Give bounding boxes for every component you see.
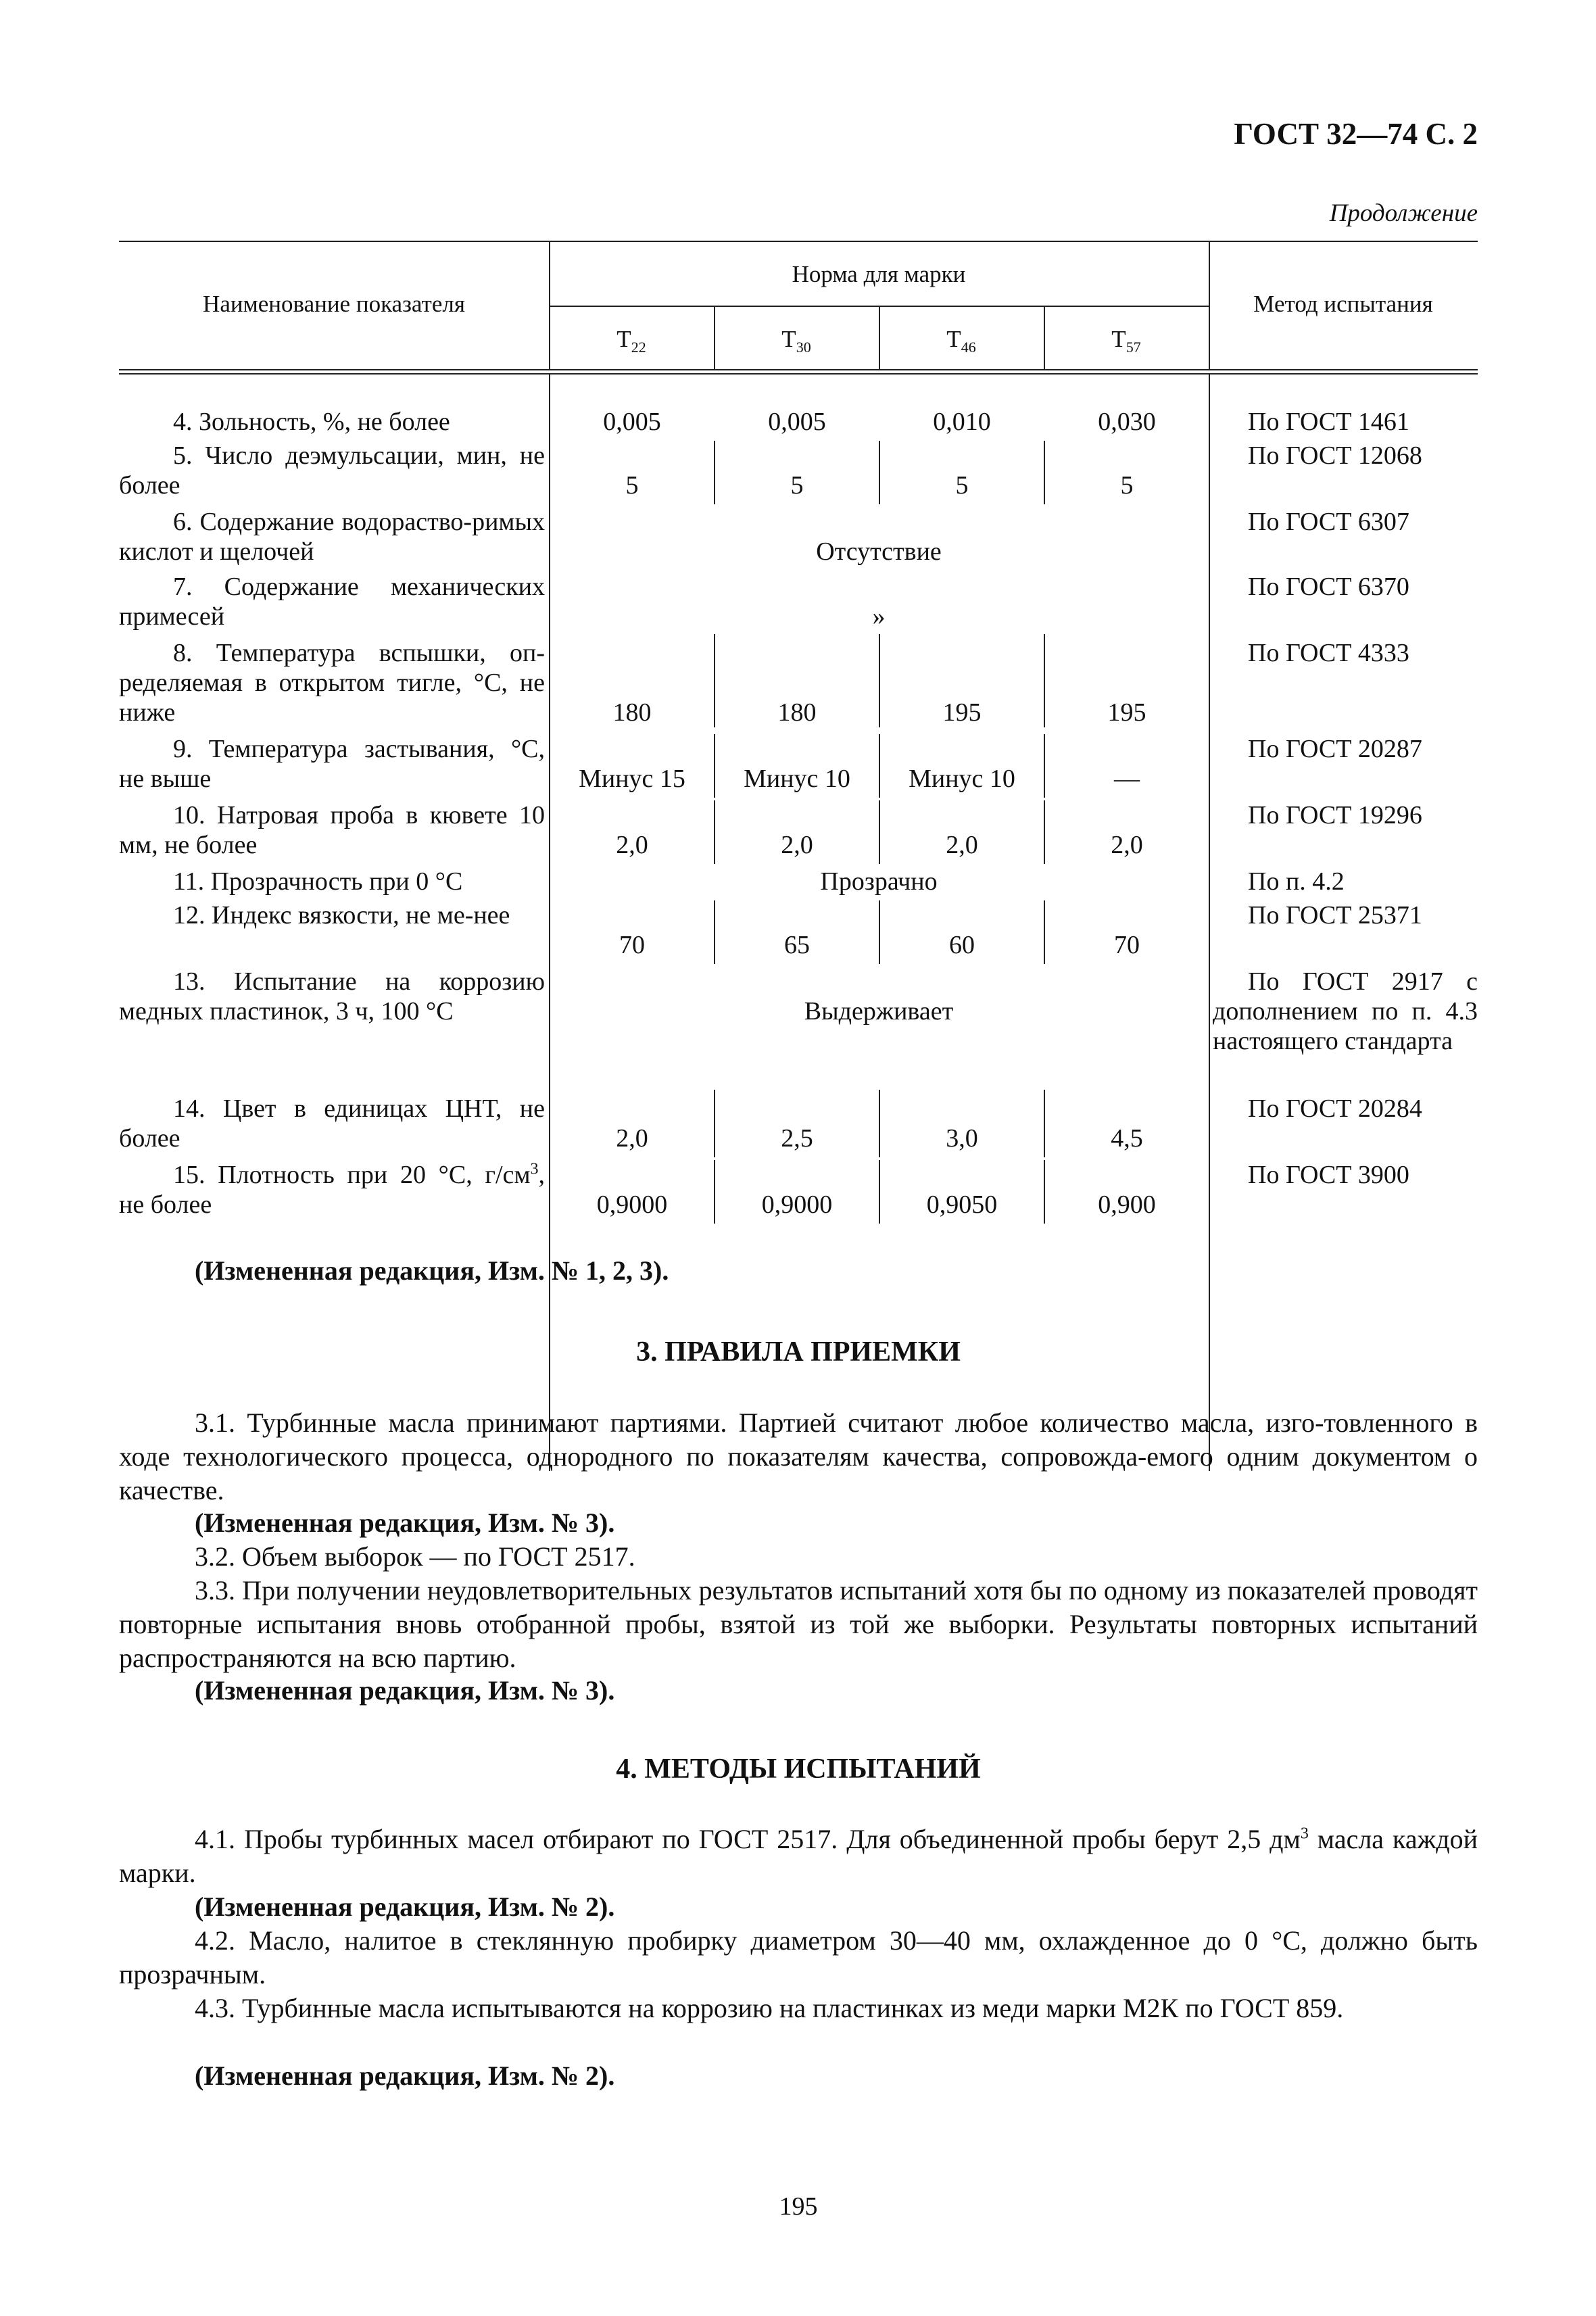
paragraph-3-1: 3.1. Турбинные масла принимают партиями. Партией считают любое количество масла, изго-товленного в ходе технологического процесса, однородного по показателям качества, сопровожда-емого одним документом о качестве. (119, 1407, 1478, 1505)
amendment-note: (Измененная редакция, Изм. № 2). (195, 1891, 615, 1922)
document-page: ГОСТ 32—74 С. 2 Продолжение Наименование показателя Норма для марки Метод испытания $Т_{22}$ $Т_{30}$ $Т_{46}$ $Т_{57}$ 4. Зольность, %, не более 0,005 0,005 0,010 0,030 По ГОСТ 1461 5. Число деэмульсации, мин, не более 5 5 5 5 По ГОСТ 12068 6. Содержание водораство-римых кислот и щелочей Отсутствие По ГОСТ 6307 7. Содержание механических примесей » По ГОСТ 6370 8. Температура вспышки, оп-ределяемая в открытом тигле, °С, не ниже 180 180 195 195 По ГОСТ 4333 9. Температура застывания, °С, не выше Минус 15 Минус 10 Минус 10 — По ГОСТ 20287 10. Натровая проба в кювете 10 мм, не более 2,0 2,0 2,0 2,0 По ГОСТ 19296 11. Прозрачность при 0 °С Прозрачно По п. 4.2 12. Индекс вязкости, не ме-нее 70 65 60 70 По ГОСТ 25371 13. Испытание на коррозию медных пластинок, 3 ч, 100 °С Выдерживает По ГОСТ 2917 с дополнением по п. 4.3 настоящего стандарта 14. Цвет в единицах ЦНТ, не более 2,0 2,5 3,0 4,5 По ГОСТ 20284 15. Плотность при 20 °С, $г/см^3$, не более 0,9000 0,9000 0,9050 0,900 По ГОСТ 3900 (Измененная редакция, Изм. № 1, 2, 3). 3. ПРАВИЛА ПРИЕМКИ 3.1. Турбинные масла принимают партиями. Партией считают любое количество масла, изго-товленного в ходе технологического процесса, однородного по показателям качества, сопровожда-емого одним документом о качестве. (Измененная редакция, Изм. № 3). 3.2. Объем выборок — по ГОСТ 2517. 3.3. При получении неудовлетворительных результатов испытаний хотя бы по одному из показателей проводят повторные испытания вновь отобранной пробы, взятой из той же выборки. Результаты повторных испытаний распространяются на всю партию. (Измененная редакция, Изм. № 3). 4. МЕТОДЫ ИСПЫТАНИЙ 4.1. Пробы турбинных масел отбирают по ГОСТ 2517. Для объединенной пробы берут 2,5 $дм^3$ масла каждой марки. (Измененная редакция, Изм. № 2). 4.2. Масло, налитое в стеклянную пробирку диаметром 30—40 мм, охлажденное до 0 °С, должно быть прозрачным. 4.3. Турбинные масла испытываются на коррозию на пластинках из меди марки М2К по ГОСТ 859. (Измененная редакция, Изм. № 2). 195 (119, 0, 1478, 2316)
continuation-label: Продолжение (1329, 199, 1478, 227)
standard-header: ГОСТ 32—74 С. 2 (1234, 117, 1478, 151)
grade-t46: $Т_{46}$ (946, 326, 976, 356)
paragraph-4-2: 4.2. Масло, налитое в стеклянную пробирку диаметром 30—40 мм, охлажденное до 0 °С, должно быть прозрачным. (119, 1925, 1478, 1989)
column-header-name: Наименование показателя (203, 291, 465, 317)
paragraph-3-2: 3.2. Объем выборок — по ГОСТ 2517. (195, 1541, 635, 1572)
grade-t30: $Т_{30}$ (781, 326, 811, 356)
column-header-norm: Норма для марки (792, 261, 966, 287)
amendment-note: (Измененная редакция, Изм. № 3). (195, 1675, 615, 1706)
paragraph-4-1: 4.1. Пробы турбинных масел отбирают по ГОСТ 2517. Для объединенной пробы берут 2,5 $дм^3$ масла каждой марки. (119, 1824, 1478, 1888)
amendment-note: (Измененная редакция, Изм. № 1, 2, 3). (195, 1255, 669, 1286)
section-3-title: 3. ПРАВИЛА ПРИЕМКИ (636, 1336, 961, 1368)
paragraph-4-3: 4.3. Турбинные масла испытываются на коррозию на пластинках из меди марки М2К по ГОСТ 859. (195, 1993, 1344, 2023)
column-header-method: Метод испытания (1253, 291, 1433, 317)
grade-t57: $Т_{57}$ (1111, 326, 1141, 356)
amendment-note: (Измененная редакция, Изм. № 2). (195, 2060, 615, 2091)
paragraph-3-3: 3.3. При получении неудовлетворительных результатов испытаний хотя бы по одному из показателей проводят повторные испытания вновь отобранной пробы, взятой из той же выборки. Результаты повторных испытаний распространяются на всю партию. (119, 1575, 1478, 1673)
amendment-note: (Измененная редакция, Изм. № 3). (195, 1507, 615, 1538)
section-4-title: 4. МЕТОДЫ ИСПЫТАНИЙ (616, 1754, 981, 1785)
page-number: 195 (779, 2192, 818, 2221)
grade-t22: $Т_{22}$ (616, 326, 646, 356)
